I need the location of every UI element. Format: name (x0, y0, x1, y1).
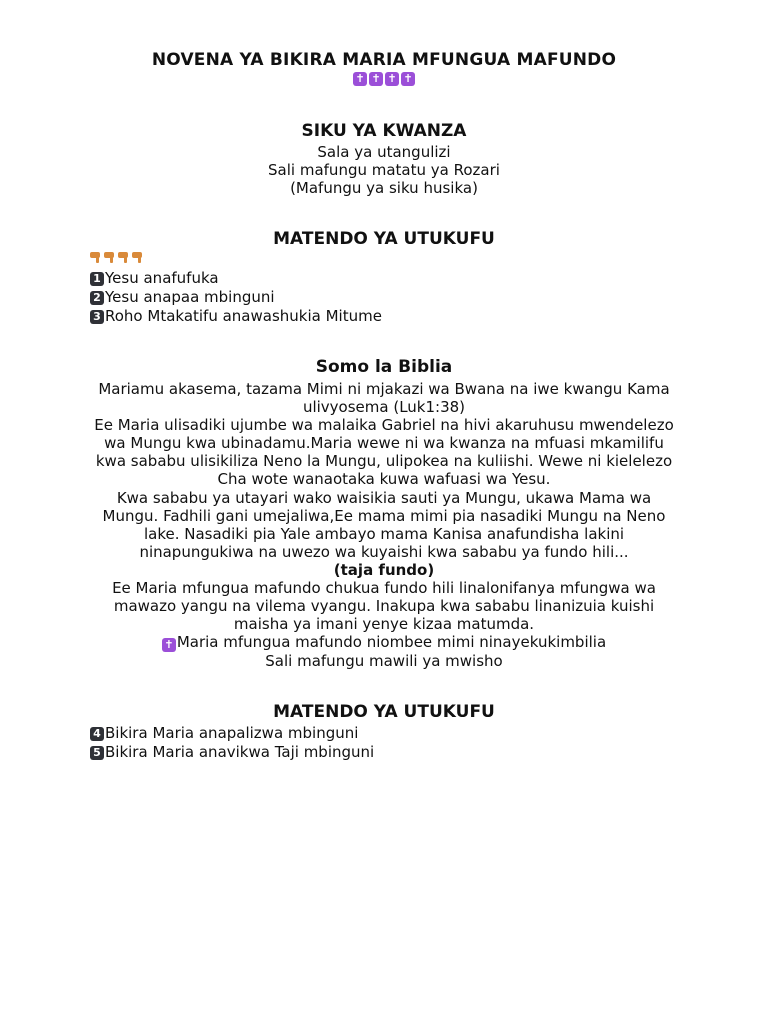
bible-line: ulivyosema (Luk1:38) (302, 398, 466, 417)
list-item (90, 307, 690, 326)
bible-line: ninapungukiwa na uwezo wa kuyaishi kwa sababu ya fundo hili... (139, 542, 629, 561)
day-line: Sala ya utangulizi (317, 143, 451, 161)
latin-cross-icon: ✝ (162, 638, 176, 652)
mysteries-list (90, 269, 690, 326)
bible-line: Ee Maria ulisadiki ujumbe wa malaika Gabriel na hivi akaruhusu mwendelezo (94, 416, 674, 435)
latin-cross-icon: ✝ (369, 72, 383, 86)
prayer-line (88, 633, 680, 652)
list-item-text: Yesu anafufuka (105, 269, 219, 287)
bible-line: Kwa sababu ya utayari wako waisikia sauti ya Mungu, ukawa Mama wa (116, 488, 652, 507)
bible-line: maisha ya imani yenye kizaa matumda. (233, 615, 535, 634)
day-section (0, 121, 768, 141)
latin-cross-icon: ✝ (385, 72, 399, 86)
bible-heading: Somo la Biblia (315, 357, 453, 377)
hand-pointing-down-icon (118, 250, 131, 263)
bible-line: Cha wote wanaotaka kuwa wafuasi wa Yesu. (217, 470, 551, 489)
bible-line: Ee Maria mfungua mafundo chukua fundo hili linalonifanya mfungwa wa (112, 579, 656, 598)
list-item (90, 724, 690, 743)
list-item-text: Yesu anapaa mbinguni (105, 288, 275, 306)
latin-cross-icon: ✝ (353, 72, 367, 86)
document-title: NOVENA YA BIKIRA MARIA MFUNGUA MAFUNDO (151, 50, 617, 70)
mysteries-heading: MATENDO YA UTUKUFU (273, 702, 495, 722)
latin-cross-icon: ✝ (401, 72, 415, 86)
hand-pointing-down-icon (132, 250, 145, 263)
list-item (90, 288, 690, 307)
list-item (90, 743, 690, 762)
bible-line: wa Mungu kwa ubinadamu.Maria wewe ni wa kwanza na mfuasi mkamilifu (104, 434, 664, 453)
bible-line: Mariamu akasema, tazama Mimi ni mjakazi wa Bwana na iwe kwangu Kama (98, 380, 670, 398)
number-3-keycap-icon: 3 (90, 310, 104, 324)
prayer-line-text: Maria mfungua mafundo niombee mimi ninayekukimbilia (176, 633, 607, 652)
number-2-keycap-icon: 2 (90, 291, 104, 305)
list-item-text: Bikira Maria anapalizwa mbinguni (105, 724, 359, 742)
bible-line: kwa sababu ulisikiliza Neno la Mungu, ulipokea na kuliishi. Wewe ni kielelezo (95, 452, 673, 471)
day-heading: SIKU YA KWANZA (301, 121, 467, 141)
bible-line: Mungu. Fadhili gani umejaliwa,Ee mama mimi pia nasadiki Mungu na Neno (102, 506, 666, 525)
number-4-keycap-icon: 4 (90, 727, 104, 741)
list-item-text: Roho Mtakatifu anawashukia Mitume (105, 307, 382, 325)
bible-line: lake. Nasadiki pia Yale ambayo mama Kanisa anafundisha lakini (143, 524, 625, 543)
bible-bold-line: (taja fundo) (333, 560, 435, 579)
hand-pointing-down-icon (90, 250, 103, 263)
number-1-keycap-icon: 1 (90, 272, 104, 286)
day-line: (Mafungu ya siku husika) (290, 179, 478, 197)
cross-icons-row (0, 72, 768, 86)
mysteries-heading: MATENDO YA UTUKUFU (273, 229, 495, 249)
hand-pointing-down-icon (104, 250, 117, 263)
bible-reading (88, 380, 680, 670)
bible-line: mawazo yangu na vilema vyangu. Inakupa kwa sababu linanizuia kuishi (113, 597, 655, 616)
list-item (90, 269, 690, 288)
day-line: Sali mafungu matatu ya Rozari (268, 161, 500, 179)
bible-line: Sali mafungu mawili ya mwisho (265, 652, 503, 671)
list-item-text: Bikira Maria anavikwa Taji mbinguni (105, 743, 375, 761)
number-5-keycap-icon: 5 (90, 746, 104, 760)
pointing-hands-row (90, 250, 145, 263)
mysteries-list (90, 724, 690, 762)
